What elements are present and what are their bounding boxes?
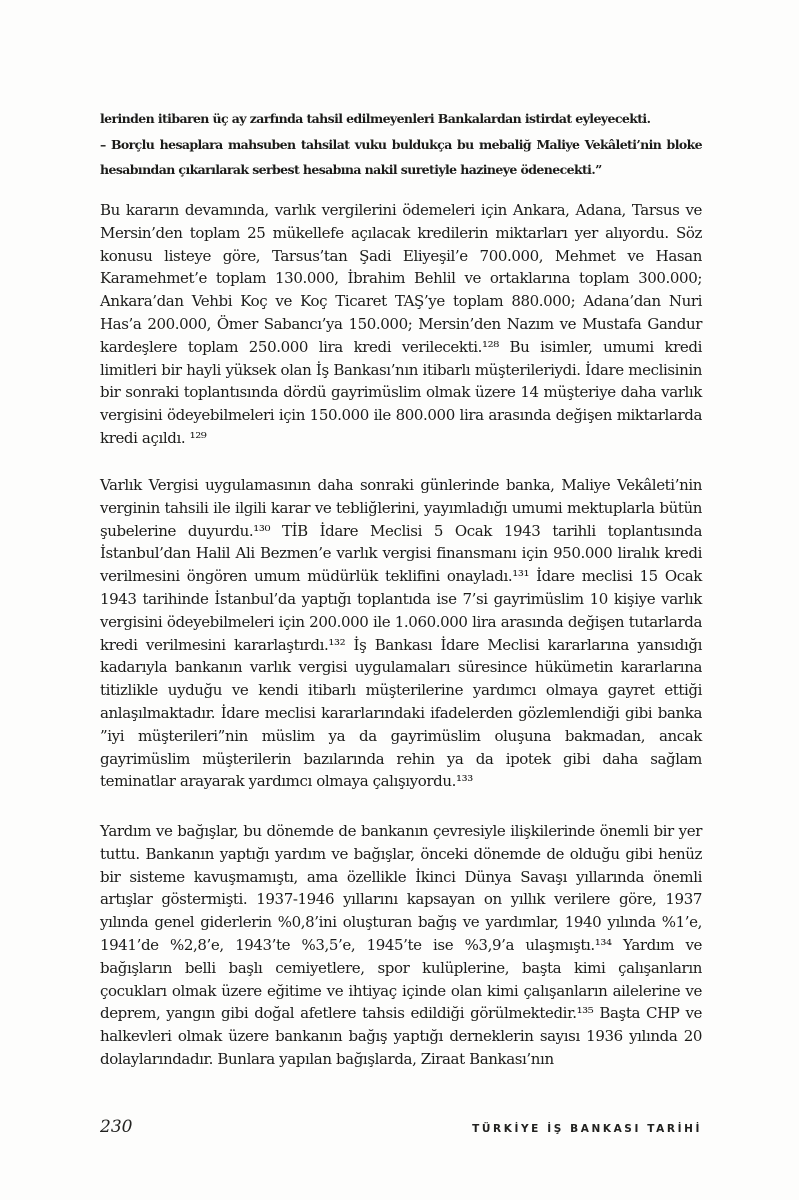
quote-paragraph: lerinden itibaren üç ay zarfında tahsil edilmeyenleri Bankalardan istirdat eyleyecekti.: [100, 111, 651, 126]
running-title: TÜRKİYE İŞ BANKASI TARİHİ: [472, 1123, 702, 1135]
body-paragraph: Varlık Vergisi uygulamasının daha sonraki günlerinde banka, Maliye Vekâleti’nin verginin tahsili ile ilgili karar ve tebliğlerini, yayımladığı umumi mektuplarla bütün şubelerine duyurdu.¹³⁰ TİB İdare Meclisi 5 Ocak 1943 tarihli toplantısında İstanbul’dan Halil Ali Bezmen’e varlık vergisi finansmanı için 950.000 liralık kredi verilmesini öngören umum müdürlük teklifini onayladı.¹³¹ İdare meclisi 15 Ocak 1943 tarihinde İstanbul’da yaptığı toplantıda ise 7’si gayrimüslim 10 kişiye varlık vergisini ödeyebilmeleri için 200.000 ile 1.060.000 lira arasında değişen tutarlarda kredi verilmesini kararlaştırdı.¹³² İş Bankası İdare Meclisi kararlarına yansıdığı kadarıyla bankanın varlık vergisi uygulamaları süresince hükümetin kararlarına titizlikle uyduğu ve kendi itibarlı müşterilerine yardımcı olmaya gayret ettiği anlaşılmaktadır. İdare meclisi kararlarındaki ifadelerden gözlemlendiği gibi banka ”iyi müşterileri”nin müslim ya da gayrimüslim oluşuna bakmadan, ancak gayrimüslim müşterilerin bazılarında rehin ya da ipotek gibi daha sağlam teminatlar arayarak yardımcı olmaya çalışıyordu.¹³³: [100, 476, 702, 791]
body-paragraph: Yardım ve bağışlar, bu dönemde de bankanın çevresiyle ilişkilerinde önemli bir yer tuttu. Bankanın yaptığı yardım ve bağışlar, önceki dönemde de olduğu gibi henüz bir sisteme kavuşmamıştı, ama özellikle İkinci Dünya Savaşı yıllarında önemli artışlar göstermişti. 1937-1946 yıllarını kapsayan on yıllık verilere göre, 1937 yılında genel giderlerin %0,8’ini oluşturan bağış ve yardımlar, 1940 yılında %1’e, 1941’de %2,8’e, 1943’te %3,5’e, 1945’te ise %3,9’a ulaşmıştı.¹³⁴ Yardım ve bağışların belli başlı cemiyetlere, spor kulüplerine, başta kimi çalışanların çocukları olmak üzere eğitime ve ihtiyaç içinde olan kimi çalışanların ailelerine ve deprem, yangın gibi doğal afetlere tahsis edildiği görülmektedir.¹³⁵ Başta CHP ve halkevleri olmak üzere bankanın bağış yaptığı derneklerin sayısı 1936 yılında 20 dolaylarındadır. Bunlara yapılan bağışlarda, Ziraat Bankası’nın: [100, 822, 702, 1068]
body-paragraph: Bu kararın devamında, varlık vergilerini ödemeleri için Ankara, Adana, Tarsus ve Mersin’den toplam 25 mükellefe açılacak kredilerin miktarları yer alıyordu. Söz konusu listeye göre, Tarsus’tan Şadi Eliyeşil’e 700.000, Mehmet ve Hasan Karamehmet’e toplam 130.000, İbrahim Behlil ve ortaklarına toplam 300.000; Ankara’dan Vehbi Koç ve Koç Ticaret TAŞ’ye toplam 880.000; Adana’dan Nuri Has’a 200.000, Ömer Sabancı’ya 150.000; Mersin’den Nazım ve Mustafa Gandur kardeşlere toplam 250.000 lira kredi verilecekti.¹²⁸ Bu isimler, umumi kredi limitleri bir hayli yüksek olan İş Bankası’nın itibarlı müşterileriydi. İdare meclisinin bir sonraki toplantısında dördü gayrimüslim olmak üzere 14 müşteriye daha varlık vergisini ödeyebilmeleri için 150.000 ile 800.000 lira arasında değişen miktarlarda kredi açıldı. ¹²⁹: [100, 201, 702, 447]
page-number: 230: [100, 1117, 133, 1137]
block-quote: [100, 106, 702, 183]
quote-paragraph: – Borçlu hesaplara mahsuben tahsilat vuku buldukça bu mebaliğ Maliye Vekâleti’nin bloke hesabından çıkarılarak serbest hesabına nakil suretiyle hazineye ödenecekti.”: [100, 136, 702, 177]
